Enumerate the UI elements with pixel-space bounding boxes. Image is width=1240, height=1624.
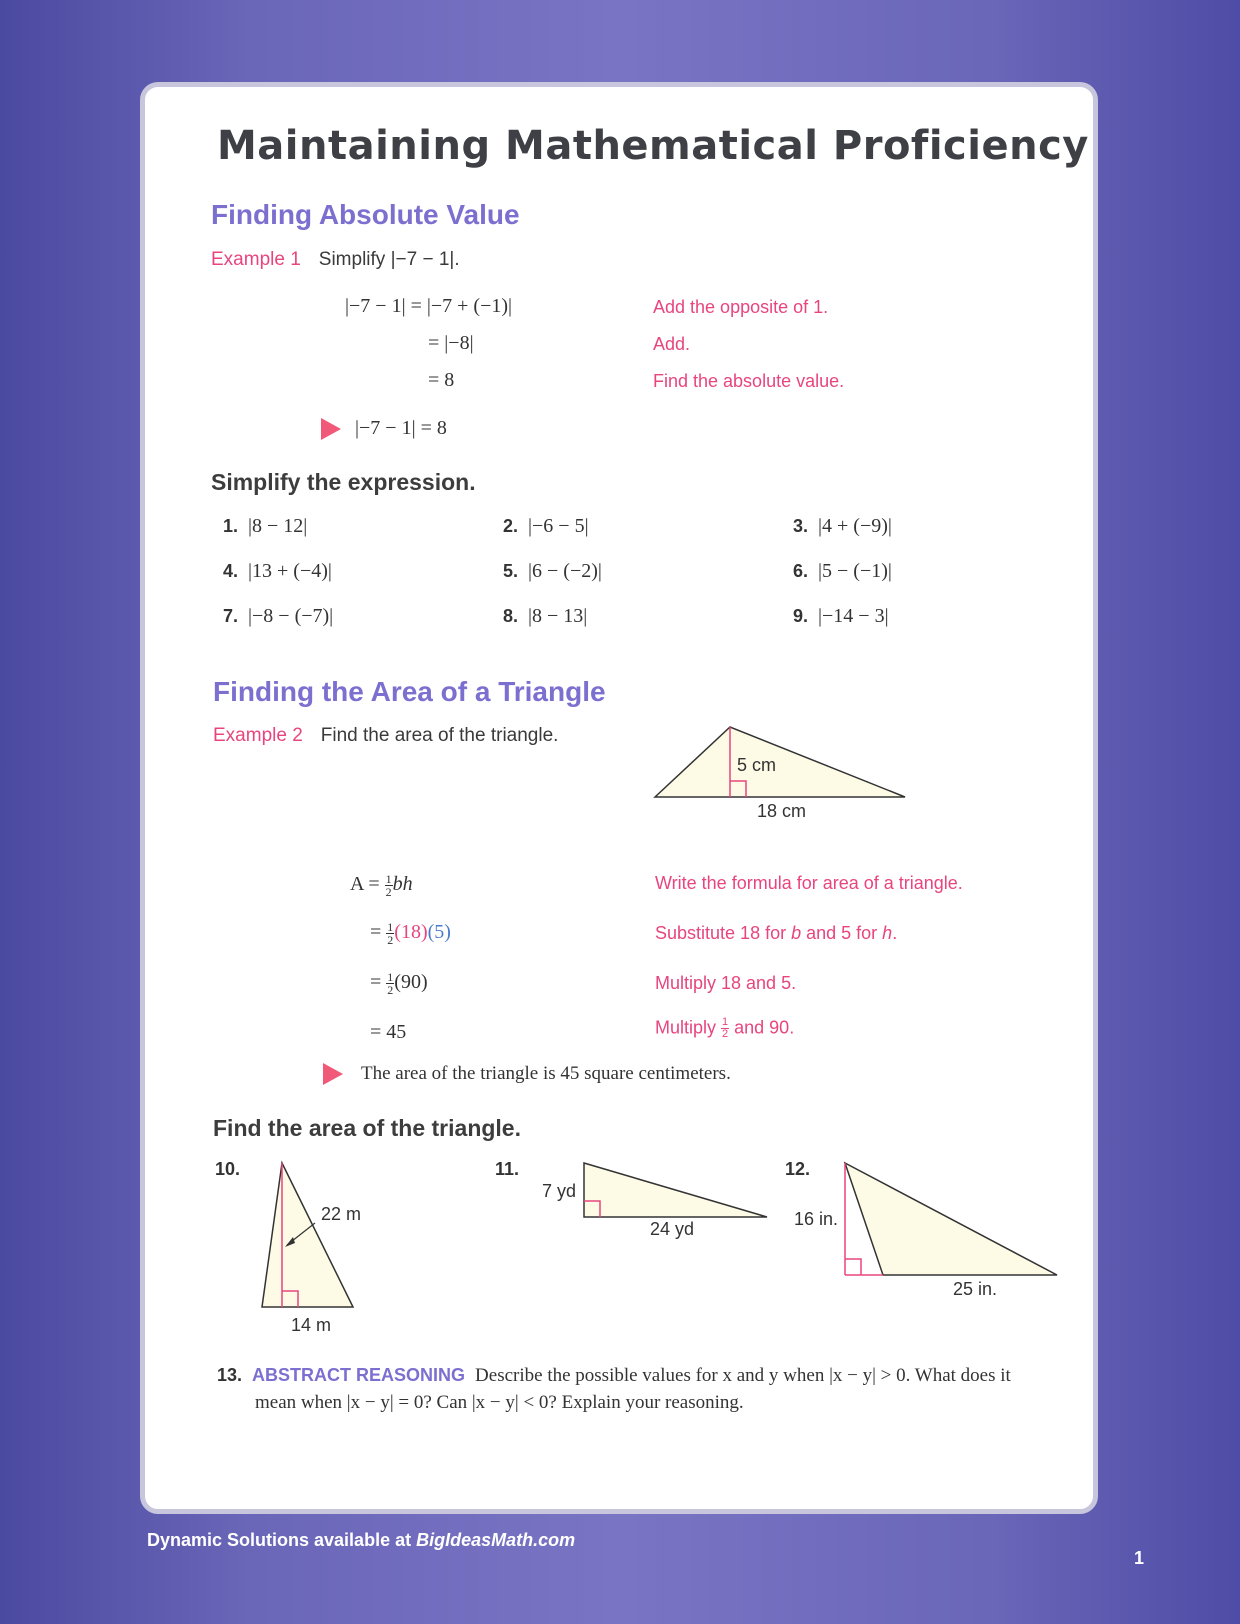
step-2-expr: = |−8| (428, 332, 474, 354)
note-part: . (892, 923, 898, 943)
area-step-1-note: Write the formula for area of a triangle. (655, 873, 963, 893)
practice-2-heading: Find the area of the triangle. (213, 1115, 521, 1141)
area-step-3 (370, 971, 428, 996)
problem-9-number: 9. (793, 606, 809, 626)
note-part: and 5 for (801, 923, 883, 943)
problem-4-number: 4. (223, 561, 239, 581)
problem-12-number: 12. (785, 1159, 811, 1179)
area-step-2 (370, 921, 451, 946)
step-1-note: Add the opposite of 1. (653, 297, 829, 317)
problem-12-triangle (845, 1163, 1057, 1275)
area-step-1-lhs: A = (350, 873, 380, 896)
area-step-1-rest: bh (392, 873, 413, 896)
frac-den: 2 (387, 933, 394, 947)
example-2-result: The area of the triangle is 45 square centimeters. (361, 1063, 731, 1084)
area-step-3-lhs: = (370, 971, 382, 994)
area-step-4-note (655, 1017, 794, 1040)
result-arrow-icon (323, 1063, 343, 1085)
frac-den: 2 (722, 1028, 729, 1040)
problem-11-height-label: 7 yd (542, 1181, 577, 1201)
frac-den: 2 (385, 885, 392, 899)
problem-10-figure (257, 1163, 357, 1313)
problem-11-base-label: 24 yd (650, 1219, 695, 1239)
problem-13-label: ABSTRACT REASONING (252, 1365, 466, 1385)
frac-num: 1 (722, 1016, 729, 1028)
problem-12-height-label: 16 in. (794, 1209, 839, 1229)
step-3-note: Find the absolute value. (653, 371, 845, 391)
problem-3-expr: |4 + (−9)| (818, 515, 892, 537)
area-step-4: = 45 (370, 1021, 407, 1043)
problem-12-base-label: 25 in. (953, 1279, 998, 1299)
problem-1-expr: |8 − 12| (248, 515, 308, 537)
note-part: b (791, 923, 802, 943)
example-1-result: |−7 − 1| = 8 (355, 417, 447, 439)
example-1 (211, 249, 460, 271)
footer-prefix: Dynamic Solutions available at (147, 1530, 417, 1550)
problem-4 (223, 560, 332, 583)
problem-7-number: 7. (223, 606, 239, 626)
note-part: Substitute 18 for (655, 923, 792, 943)
base-value: (18) (394, 921, 428, 944)
problem-6-expr: |5 − (−1)| (818, 560, 892, 582)
step-2-note: Add. (653, 334, 691, 354)
result-arrow-icon (321, 418, 341, 440)
problem-3 (793, 515, 892, 538)
problem-5 (503, 560, 602, 583)
problem-5-expr: |6 − (−2)| (528, 560, 602, 582)
height-value: (5) (427, 921, 451, 944)
problem-10-triangle (262, 1163, 353, 1307)
step-1-expr: |−7 − 1| = |−7 + (−1)| (345, 295, 513, 317)
problem-4-expr: |13 + (−4)| (248, 560, 332, 582)
problem-2-number: 2. (503, 516, 519, 536)
note-part: Multiply (655, 1017, 722, 1038)
problem-11-triangle (584, 1163, 767, 1217)
problem-5-number: 5. (503, 561, 519, 581)
footer-text (147, 1530, 575, 1551)
example-triangle-base-label: 18 cm (757, 801, 807, 821)
frac-den: 2 (387, 983, 394, 997)
problem-7-expr: |−8 − (−7)| (248, 605, 334, 627)
problem-9 (793, 605, 889, 628)
problem-6-number: 6. (793, 561, 809, 581)
problem-13-line-2: mean when |x − y| = 0? Can |x − y| < 0? Explain your reasoning. (255, 1392, 744, 1413)
problem-7 (223, 605, 333, 628)
section-heading-triangle-area: Finding the Area of a Triangle (213, 676, 606, 707)
example-2-label: Example 2 (213, 725, 303, 746)
area-step-1 (350, 873, 413, 898)
note-part: and 90. (729, 1017, 795, 1038)
problem-1 (223, 515, 307, 538)
example-2 (213, 725, 558, 747)
problem-13 (217, 1362, 1047, 1416)
problem-8-expr: |8 − 13| (528, 605, 588, 627)
area-step-3-rest: (90) (394, 971, 428, 994)
problem-13-line-1: Describe the possible values for x and y when |x − y| > 0. What does it (475, 1365, 1011, 1386)
practice-1-heading: Simplify the expression. (211, 469, 476, 495)
frac-num: 1 (387, 920, 394, 934)
fraction-half (385, 873, 393, 898)
example-1-label: Example 1 (211, 249, 301, 270)
problem-9-expr: |−14 − 3| (818, 605, 889, 627)
note-part: h (882, 923, 893, 943)
step-3-expr: = 8 (428, 369, 455, 391)
page-number: 1 (1134, 1548, 1145, 1568)
problem-11-number: 11. (495, 1159, 520, 1179)
problem-3-number: 3. (793, 516, 809, 536)
area-step-3-note: Multiply 18 and 5. (655, 973, 797, 993)
frac-num: 1 (387, 970, 394, 984)
problem-12-figure (845, 1163, 1060, 1278)
page-title: Maintaining Mathematical Proficiency (217, 123, 1089, 169)
area-step-2-note (655, 923, 897, 944)
problem-10-base-label: 14 m (291, 1315, 332, 1335)
example-triangle (655, 727, 905, 797)
problem-10-height-label: 22 m (321, 1204, 362, 1224)
frac-num: 1 (385, 872, 392, 886)
problem-2 (503, 515, 589, 538)
fraction-half (721, 1017, 729, 1040)
right-angle-marker (845, 1259, 861, 1275)
page-card (140, 82, 1098, 1514)
problem-13-number: 13. (217, 1365, 243, 1385)
area-step-2-lhs: = (370, 921, 382, 944)
problem-6 (793, 560, 892, 583)
example-2-text: Find the area of the triangle. (320, 725, 559, 746)
problem-8-number: 8. (503, 606, 519, 626)
example-triangle-height-label: 5 cm (737, 755, 777, 775)
example-1-text: Simplify |−7 − 1|. (318, 249, 460, 270)
problem-11-figure (581, 1163, 771, 1223)
problem-1-number: 1. (223, 516, 239, 536)
section-heading-absolute-value: Finding Absolute Value (211, 199, 520, 230)
footer-site-link[interactable]: BigIdeasMath.com (416, 1530, 576, 1550)
problem-10-number: 10. (215, 1159, 241, 1179)
problem-2-expr: |−6 − 5| (528, 515, 589, 537)
problem-8 (503, 605, 587, 628)
